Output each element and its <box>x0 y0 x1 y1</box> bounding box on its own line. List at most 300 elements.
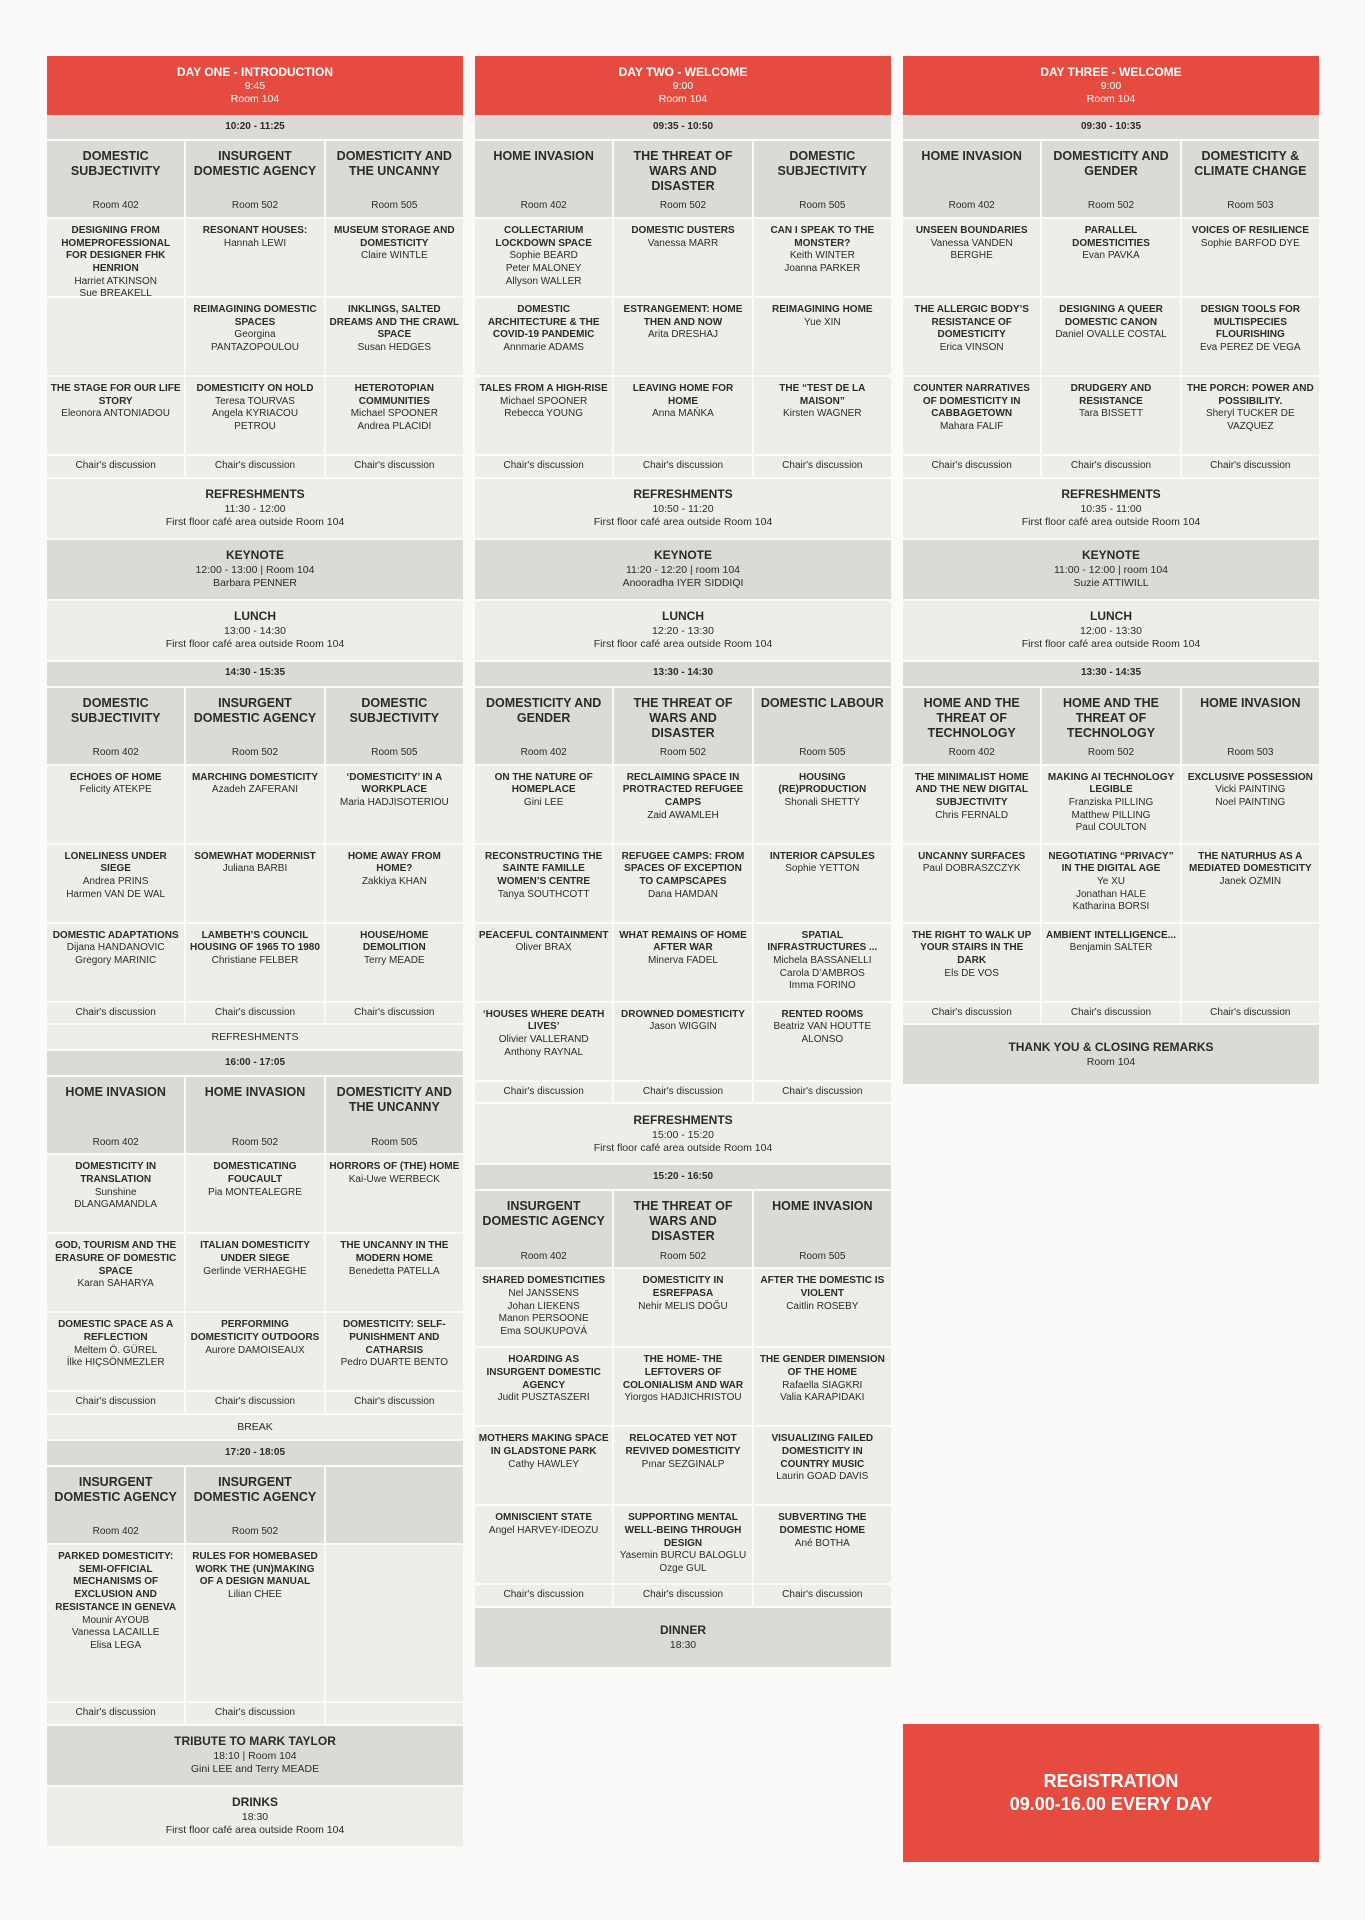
session-title: DOMESTIC SUBJECTIVITY <box>349 695 440 725</box>
paper-authors: Nel JANSSENS Johan LIEKENS Manon PERSOONE Ema SOUKUPOVÁ <box>498 1288 589 1338</box>
paper-authors: Rafaella SIAGKRI Valia KARAPIDAKI <box>780 1379 865 1404</box>
paper-authors: Mahara FALIF <box>939 421 1004 433</box>
paper-authors: Vanessa VANDEN BERGHE <box>930 237 1013 262</box>
paper-title: PERFORMING DOMESTICITY OUTDOORS <box>190 1319 320 1344</box>
paper-cell <box>1042 924 1181 1001</box>
session-header <box>186 1467 325 1543</box>
paper-cell <box>47 766 186 843</box>
session-room: Room 503 <box>1227 747 1274 758</box>
session-header <box>47 688 186 764</box>
session-title: HOME INVASION <box>921 149 1022 163</box>
paper-cell <box>614 1003 753 1080</box>
paper-authors: Pedro DUARTE BENTO <box>340 1357 449 1369</box>
paper-authors: Gini LEE <box>523 797 564 809</box>
block-detail: 13:00 - 14:30 <box>224 625 286 638</box>
paper-title: MARCHING DOMESTICITY <box>191 771 319 783</box>
paper-authors: Teresa TOURVAS Angela KYRIACOU PETROU <box>211 395 299 433</box>
paper-cell <box>475 219 614 296</box>
paper-authors: Harriet ATKINSON Sue BREAKELL <box>74 275 157 296</box>
chairs-discussion <box>326 1703 463 1724</box>
chairs-discussion: Chair's discussion <box>186 1003 325 1024</box>
session-header <box>1042 688 1181 764</box>
session-room: Room 502 <box>231 200 279 212</box>
paper-authors: Laurin GOAD DAVIS <box>776 1471 869 1483</box>
session-header <box>475 141 614 217</box>
paper-authors: Eleonora ANTONIADOU <box>61 408 171 420</box>
paper-title: TALES FROM A HIGH-RISE <box>479 383 608 394</box>
session-header <box>47 1077 186 1153</box>
paper-title: DOMESTICITY: SELF-PUNISHMENT AND CATHARSIS <box>343 1319 446 1356</box>
chairs-discussion: Chair's discussion <box>186 456 325 477</box>
paper-cell <box>614 298 753 375</box>
paper-title: THE RIGHT TO WALK UP YOUR STAIRS IN THE DARK <box>912 929 1032 967</box>
time-slot: 09:30 - 10:35 <box>903 115 1319 141</box>
block-detail: 18:30 <box>241 1811 269 1824</box>
paper-cell <box>475 924 614 1001</box>
paper-cell <box>754 1348 891 1425</box>
paper-authors: Ané BOTHA <box>794 1537 850 1549</box>
session-room: Room 402 <box>520 1250 567 1262</box>
schedule-block <box>47 540 463 601</box>
session-header <box>326 141 463 217</box>
session-title: INSURGENT DOMESTIC AGENCY <box>193 695 317 725</box>
chairs-discussion: Chair's discussion <box>614 1082 753 1103</box>
paper-title: HOARDING AS INSURGENT DOMESTIC AGENCY <box>486 1354 601 1391</box>
paper-authors: Felicity ATEKPE <box>79 784 152 796</box>
paper-authors: Cathy HAWLEY <box>508 1458 580 1470</box>
paper-authors: Keith WINTER Joanna PARKER <box>784 250 861 275</box>
paper-authors: Yiorgos HADJICHRISTOU <box>624 1392 742 1404</box>
paper-authors: Jason WIGGIN <box>649 1021 717 1033</box>
session-title: DOMESTICITY AND THE UNCANNY <box>336 149 452 178</box>
session-header-row <box>47 688 463 766</box>
paper-row <box>475 1427 891 1506</box>
paper-authors: Sheryl TUCKER DE VAZQUEZ <box>1205 408 1295 433</box>
chairs-discussion: Chair's discussion <box>614 1585 753 1606</box>
schedule-block <box>47 1787 463 1848</box>
session-title: HOME INVASION <box>493 149 594 163</box>
paper-cell <box>1042 298 1181 375</box>
paper-cell <box>326 219 463 296</box>
paper-title: ON THE NATURE OF HOMEPLACE <box>494 771 593 796</box>
paper-cell <box>903 298 1042 375</box>
block-detail: 11:30 - 12:00 <box>224 503 286 516</box>
paper-row <box>475 219 891 298</box>
block-title: LUNCH <box>234 609 276 624</box>
chairs-row <box>475 1082 891 1105</box>
paper-authors: Sophie BARFOD DYE <box>1200 237 1300 249</box>
paper-row <box>47 845 463 924</box>
paper-authors: Angel HARVEY-IDEOZU <box>488 1525 599 1537</box>
paper-cell <box>475 845 614 922</box>
session-header <box>614 1191 753 1267</box>
session-header-row <box>903 688 1319 766</box>
paper-cell <box>186 1313 325 1390</box>
paper-authors: Tara BISSETT <box>1079 408 1143 420</box>
schedule-block <box>475 479 891 540</box>
paper-cell <box>475 1348 614 1425</box>
paper-title: CAN I SPEAK TO THE MONSTER? <box>770 225 875 249</box>
paper-authors: Azadeh ZAFERANI <box>211 784 299 796</box>
paper-title: DOMESTIC ADAPTATIONS <box>52 929 179 941</box>
paper-row <box>47 1234 463 1313</box>
paper-cell <box>903 219 1042 296</box>
chairs-discussion: Chair's discussion <box>47 456 186 477</box>
paper-title: INTERIOR CAPSULES <box>769 850 875 862</box>
session-title: HOME INVASION <box>65 1085 166 1100</box>
paper-title: THE MINIMALIST HOME AND THE NEW DIGITAL SUBJECTIVITY <box>914 771 1029 809</box>
paper-cell <box>186 1545 325 1701</box>
block-title: TRIBUTE TO MARK TAYLOR <box>174 1734 336 1749</box>
paper-row <box>475 845 891 924</box>
day-start-time: 9:45 <box>244 79 266 92</box>
paper-cell <box>903 377 1042 454</box>
block-detail: REFRESHMENTS <box>211 1030 299 1043</box>
block-detail: First floor café area outside Room 104 <box>593 516 773 529</box>
session-title: HOME INVASION <box>1200 695 1301 710</box>
block-detail: 10:50 - 11:20 <box>652 503 714 516</box>
paper-cell <box>1042 766 1181 843</box>
session-room: Room 505 <box>371 1136 418 1148</box>
paper-row <box>475 1506 891 1585</box>
paper-title: RECLAIMING SPACE IN PROTRACTED REFUGEE CAMPS <box>622 771 744 809</box>
chairs-discussion: Chair's discussion <box>186 1392 325 1413</box>
schedule-block <box>47 601 463 662</box>
block-detail: Gini LEE and Terry MEADE <box>190 1763 320 1776</box>
paper-cell <box>47 219 186 296</box>
chairs-discussion: Chair's discussion <box>1182 456 1319 477</box>
block-detail: First floor café area outside Room 104 <box>1021 516 1201 529</box>
paper-row <box>903 766 1319 845</box>
time-slot: 15:20 - 16:50 <box>475 1165 891 1191</box>
paper-cell <box>614 377 753 454</box>
paper-title: DOMESTIC DUSTERS <box>631 225 735 236</box>
schedule-block <box>475 601 891 662</box>
paper-title: DOMESTICITY ON HOLD <box>196 383 314 394</box>
paper-title: THE PORCH: POWER AND POSSIBILITY. <box>1186 383 1314 407</box>
paper-authors: Terry MEADE <box>364 955 425 967</box>
paper-row <box>47 924 463 1003</box>
paper-title: REIMAGINING DOMESTIC SPACES <box>193 304 317 328</box>
paper-cell <box>1182 766 1319 843</box>
chairs-discussion: Chair's discussion <box>754 1585 891 1606</box>
paper-authors: Kai-Uwe WERBECK <box>348 1174 440 1186</box>
paper-title: DOMESTICATING FOUCAULT <box>213 1161 297 1186</box>
paper-authors: Michela BASSANELLI Carola D’AMBROS Imma FORINO <box>773 955 872 992</box>
paper-title: NEGOTIATING “PRIVACY” IN THE DIGITAL AGE <box>1048 850 1174 875</box>
paper-authors: Beatriz VAN HOUTTE ALONSO <box>773 1021 872 1046</box>
paper-authors: Pınar SEZGINALP <box>641 1458 725 1470</box>
schedule-block <box>475 1104 891 1165</box>
paper-cell <box>614 1427 753 1504</box>
session-title: DOMESTIC SUBJECTIVITY <box>777 149 868 178</box>
paper-authors: Dana HAMDAN <box>647 888 718 900</box>
session-title: INSURGENT DOMESTIC AGENCY <box>482 1199 605 1229</box>
session-title: HOME AND THE THREAT OF TECHNOLOGY <box>1062 695 1160 740</box>
chairs-row <box>47 456 463 479</box>
chairs-row <box>475 1585 891 1608</box>
session-header <box>475 1191 614 1267</box>
block-detail: 11:20 - 12:20 | room 104 <box>625 564 741 577</box>
paper-title: THE NATURHUS AS A MEDIATED DOMESTICITY <box>1189 850 1312 875</box>
paper-title: THE ALLERGIC BODY’S RESISTANCE OF DOMESTICITY <box>914 304 1029 341</box>
chairs-discussion: Chair's discussion <box>47 1703 186 1724</box>
paper-authors: Janek OZMIN <box>1219 876 1282 888</box>
session-room: Room 502 <box>1087 200 1135 212</box>
paper-title: HOUSE/HOME DEMOLITION <box>360 929 429 954</box>
chairs-discussion: Chair's discussion <box>186 1703 325 1724</box>
chairs-row <box>47 1392 463 1415</box>
session-header <box>326 688 463 764</box>
session-header <box>754 688 891 764</box>
paper-authors: Sunshine DLANGAMANDLA <box>74 1186 158 1211</box>
block-title: REFRESHMENTS <box>205 487 305 502</box>
block-title: THANK YOU & CLOSING REMARKS <box>1008 1040 1214 1055</box>
paper-cell <box>186 377 325 454</box>
paper-authors: Erica VINSON <box>939 342 1004 354</box>
session-title: DOMESTICITY & CLIMATE CHANGE <box>1194 149 1307 178</box>
paper-title: COLLECTARIUM LOCKDOWN SPACE <box>495 225 592 249</box>
paper-cell <box>1182 219 1319 296</box>
day-two-column <box>475 56 891 1669</box>
paper-authors: Michael SPOONER Andrea PLACIDI <box>350 408 438 433</box>
session-room: Room 402 <box>92 1136 139 1148</box>
paper-cell <box>1042 377 1181 454</box>
paper-title: SOMEWHAT MODERNIST <box>194 850 316 862</box>
paper-title: MUSEUM STORAGE AND DOMESTICITY <box>334 225 455 249</box>
paper-title: HOUSING (RE)PRODUCTION <box>778 771 867 796</box>
paper-cell <box>475 1427 614 1504</box>
paper-title: DESIGNING FROM HOMEPROFESSIONAL FOR DESIGNER FHK HENRION <box>61 225 171 275</box>
chairs-discussion: Chair's discussion <box>47 1003 186 1024</box>
paper-title: HOME AWAY FROM HOME? <box>347 850 441 875</box>
session-room: Room 505 <box>799 747 846 758</box>
block-detail: 11:00 - 12:00 | room 104 <box>1053 564 1169 577</box>
paper-title: DOMESTICITY IN ESREFPASA <box>642 1275 724 1300</box>
paper-row <box>475 377 891 456</box>
block-title: KEYNOTE <box>225 548 284 563</box>
session-title: HOME AND THE THREAT OF TECHNOLOGY <box>923 695 1020 740</box>
paper-title: THE STAGE FOR OUR LIFE STORY <box>50 383 181 407</box>
paper-title: RECONSTRUCTING THE SAINTE FAMILLE WOMEN’S CENTRE <box>485 850 603 888</box>
session-header <box>1182 141 1319 217</box>
session-title: DOMESTICITY AND THE UNCANNY <box>336 1085 452 1115</box>
session-title: DOMESTIC SUBJECTIVITY <box>70 149 161 178</box>
paper-title: SUBVERTING THE DOMESTIC HOME <box>778 1512 867 1537</box>
block-detail: Room 104 <box>1086 1056 1136 1069</box>
paper-title: SPATIAL INFRASTRUCTURES ... <box>767 929 878 954</box>
block-detail: First floor café area outside Room 104 <box>593 638 773 651</box>
paper-cell <box>326 298 463 375</box>
session-header <box>614 688 753 764</box>
paper-cell <box>754 298 891 375</box>
session-header-row <box>903 141 1319 219</box>
chairs-discussion: Chair's discussion <box>326 1392 463 1413</box>
paper-cell <box>326 845 463 922</box>
time-slot: 10:20 - 11:25 <box>47 115 463 141</box>
paper-cell <box>186 924 325 1001</box>
paper-row <box>475 924 891 1003</box>
block-title: DRINKS <box>231 1795 278 1810</box>
paper-cell <box>186 766 325 843</box>
paper-authors: Yue XIN <box>803 316 841 328</box>
paper-cell <box>614 1269 753 1346</box>
paper-row <box>903 924 1319 1003</box>
schedule-block <box>903 479 1319 540</box>
paper-title: THE UNCANNY IN THE MODERN HOME <box>340 1240 449 1265</box>
paper-authors: Vicki PAINTING Noel PAINTING <box>1215 784 1286 809</box>
paper-cell <box>186 219 325 296</box>
paper-cell <box>475 766 614 843</box>
paper-cell <box>903 845 1042 922</box>
paper-authors: Yasemin BURCU BALOGLU Ozge GUL <box>619 1550 747 1575</box>
session-room: Room 502 <box>659 200 707 212</box>
chairs-discussion: Chair's discussion <box>475 1082 614 1103</box>
session-room: Room 402 <box>948 747 995 758</box>
paper-authors: Dijana HANDANOVIC Gregory MARINIC <box>66 942 165 967</box>
paper-cell <box>754 924 891 1001</box>
paper-authors: Lilian CHEE <box>228 1589 282 1601</box>
paper-authors: Claire WINTLE <box>360 250 428 262</box>
block-detail: 12:00 - 13:30 <box>1080 625 1142 638</box>
session-header-row <box>475 688 891 766</box>
session-header <box>326 1077 463 1153</box>
paper-cell <box>186 298 325 375</box>
paper-title: UNCANNY SURFACES <box>918 850 1026 862</box>
time-slot: 13:30 - 14:35 <box>903 662 1319 688</box>
paper-cell <box>47 298 186 375</box>
schedule-block <box>903 540 1319 601</box>
session-room: Room 505 <box>371 747 418 758</box>
paper-title: SUPPORTING MENTAL WELL-BEING THROUGH DESIGN <box>624 1512 742 1549</box>
paper-cell <box>1042 219 1181 296</box>
paper-title: PARKED DOMESTICITY: SEMI-OFFICIAL MECHANISMS OF EXCLUSION AND RESISTANCE IN GENEVA <box>55 1551 177 1613</box>
paper-title: REIMAGINING HOME <box>772 304 873 315</box>
session-header <box>186 1077 325 1153</box>
paper-cell <box>754 1427 891 1504</box>
paper-authors: Oliver BRAX <box>515 942 572 954</box>
day-title: DAY TWO - WELCOME <box>618 64 748 79</box>
paper-cell <box>614 924 753 1001</box>
block-title: REFRESHMENTS <box>633 487 733 502</box>
paper-title: ECHOES OF HOME <box>69 771 162 783</box>
block-title: KEYNOTE <box>1081 548 1140 563</box>
block-detail: 18:30 <box>669 1639 697 1651</box>
block-detail: First floor café area outside Room 104 <box>593 1141 773 1154</box>
paper-cell <box>326 766 463 843</box>
chairs-row <box>903 456 1319 479</box>
paper-title: AFTER THE DOMESTIC IS VIOLENT <box>760 1275 885 1300</box>
chairs-discussion: Chair's discussion <box>1042 456 1181 477</box>
paper-title: DOMESTIC SPACE AS A REFLECTION <box>58 1319 174 1344</box>
paper-authors: Olivier VALLERAND Anthony RAYNAL <box>498 1034 589 1058</box>
session-room: Room 503 <box>1227 200 1274 212</box>
paper-authors: Evan PAVKA <box>1082 250 1140 262</box>
paper-cell <box>754 1269 891 1346</box>
paper-cell <box>614 1348 753 1425</box>
paper-title: LAMBETH’S COUNCIL HOUSING OF 1965 TO 1980 <box>190 929 320 954</box>
schedule-block <box>47 1025 463 1051</box>
block-detail: First floor café area outside Room 104 <box>1021 638 1201 651</box>
chairs-discussion: Chair's discussion <box>754 456 891 477</box>
paper-cell <box>326 1313 463 1390</box>
block-detail: Anooradha IYER SIDDIQI <box>622 577 744 590</box>
paper-row <box>47 1155 463 1234</box>
paper-cell <box>614 845 753 922</box>
session-room: Room 502 <box>659 1250 707 1262</box>
paper-authors: Nehir MELIS DOĞU <box>638 1300 728 1312</box>
paper-cell <box>326 1234 463 1311</box>
session-header <box>1182 688 1319 764</box>
block-detail: Suzie ATTIWILL <box>1073 577 1149 590</box>
paper-authors: Gerlinde VERHAEGHE <box>203 1265 307 1277</box>
paper-cell <box>754 1506 891 1583</box>
paper-cell <box>326 924 463 1001</box>
day-room: Room 104 <box>658 93 708 105</box>
paper-row <box>47 219 463 298</box>
paper-authors: Anna MAŃKA <box>652 408 714 420</box>
paper-row <box>903 845 1319 924</box>
session-header-row <box>47 1077 463 1155</box>
paper-authors: Ye XU Jonathan HALE Katharina BORSI <box>1072 876 1150 913</box>
paper-authors: Karan SAHARYA <box>77 1278 154 1290</box>
session-room: Room 502 <box>231 747 279 758</box>
paper-cell <box>1182 377 1319 454</box>
paper-cell <box>47 377 186 454</box>
paper-cell <box>475 1506 614 1583</box>
time-slot: 14:30 - 15:35 <box>47 662 463 688</box>
paper-row <box>475 298 891 377</box>
paper-cell <box>1182 845 1319 922</box>
paper-cell <box>186 845 325 922</box>
paper-authors: Pia MONTEALEGRE <box>208 1186 302 1198</box>
paper-title: WHAT REMAINS OF HOME AFTER WAR <box>619 929 747 954</box>
paper-cell <box>754 766 891 843</box>
paper-cell <box>475 298 614 375</box>
session-room: Room 402 <box>520 747 567 758</box>
chairs-discussion: Chair's discussion <box>1042 1003 1181 1024</box>
paper-title: THE GENDER DIMENSION OF THE HOME <box>759 1354 885 1379</box>
paper-cell <box>614 766 753 843</box>
session-room: Room 502 <box>231 1136 279 1148</box>
paper-authors: Caitlin ROSEBY <box>786 1300 859 1312</box>
paper-cell <box>47 924 186 1001</box>
paper-title: PEACEFUL CONTAINMENT <box>478 929 609 941</box>
block-title: KEYNOTE <box>653 548 712 563</box>
paper-authors: Zakkiya KHAN <box>361 876 427 888</box>
paper-cell <box>326 1155 463 1232</box>
paper-authors: Hannah LEWI <box>223 237 287 249</box>
paper-authors: Juliana BARBI <box>222 863 288 875</box>
session-room: Room 505 <box>799 1250 846 1262</box>
block-detail: BREAK <box>237 1420 273 1433</box>
block-detail: First floor café area outside Room 104 <box>165 1824 345 1837</box>
session-header-row <box>475 141 891 219</box>
block-title: DINNER <box>659 1623 706 1637</box>
paper-cell <box>1042 845 1181 922</box>
block-title: REFRESHMENTS <box>1061 487 1161 502</box>
paper-title: MAKING AI TECHNOLOGY LEGIBLE <box>1047 771 1175 796</box>
session-title: THE THREAT OF WARS AND DISASTER <box>633 149 733 193</box>
chairs-discussion: Chair's discussion <box>903 456 1042 477</box>
session-header <box>614 141 753 217</box>
paper-authors: Shonali SHETTY <box>784 797 861 809</box>
paper-cell <box>47 845 186 922</box>
paper-title: RENTED ROOMS <box>781 1008 864 1020</box>
paper-authors: Tanya SOUTHCOTT <box>497 888 590 900</box>
session-room: Room 502 <box>1087 747 1135 758</box>
session-title: INSURGENT DOMESTIC AGENCY <box>193 149 317 178</box>
